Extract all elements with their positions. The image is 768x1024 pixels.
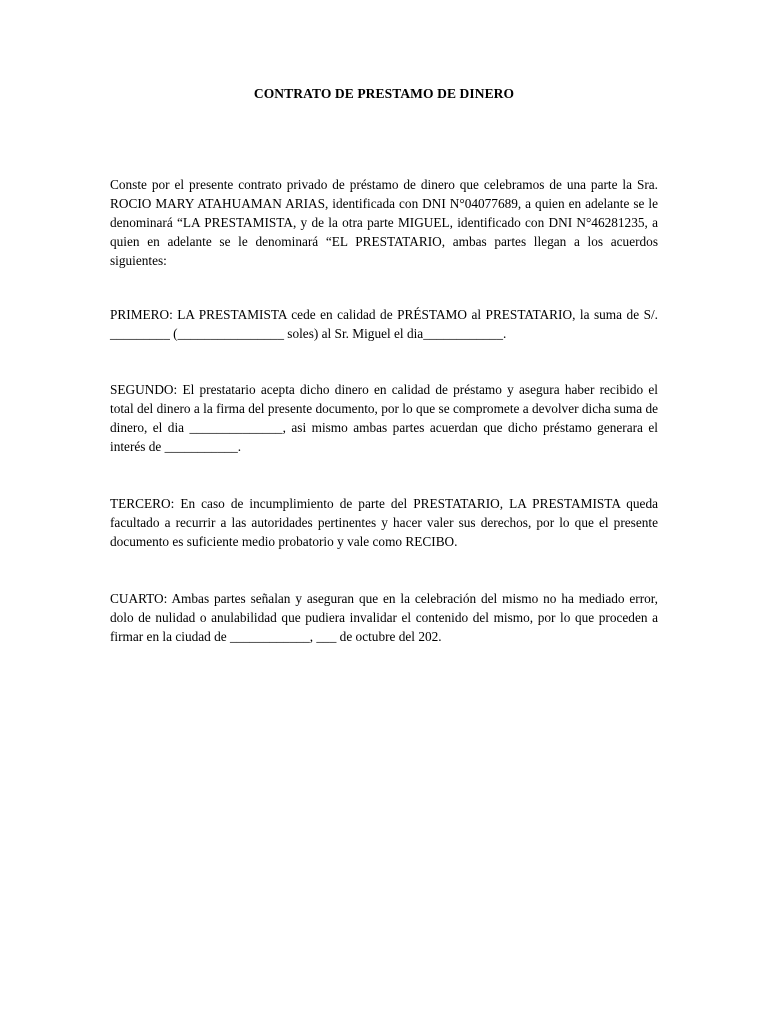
intro-paragraph: Conste por el presente contrato privado de préstamo de dinero que celebramos de una parte la Sra. ROCIO MARY ATAHUAMAN ARIAS, identificada con DNI N°04077689, a quien en adelante se le denominará “LA PRESTAMISTA, y de la otra parte MIGUEL, identificado con DNI N°46281235, a quien en adelante se le denominará “EL PRESTATARIO, ambas partes llegan a los acuerdos siguientes: [110,177,658,268]
clause-primero: PRIMERO: LA PRESTAMISTA cede en calidad de PRÉSTAMO al PRESTATARIO, la suma de S/. _________ (________________ soles) al Sr. Miguel el dia____________. [110,307,658,341]
clause-cuarto: CUARTO: Ambas partes señalan y aseguran que en la celebración del mismo no ha mediado error, dolo de nulidad o anulabilidad que pudiera invalidar el contenido del mismo, por lo que proceden a firmar en la ciudad de ____________, ___ de octubre del 202. [110,591,658,644]
document-title: CONTRATO DE PRESTAMO DE DINERO [253,86,515,101]
clause-tercero: TERCERO: En caso de incumplimiento de parte del PRESTATARIO, LA PRESTAMISTA queda facultado a recurrir a las autoridades pertinentes y hacer valer sus derechos, por lo que el presente documento es suficiente medio probatorio y vale como RECIBO. [110,496,658,549]
clause-segundo: SEGUNDO: El prestatario acepta dicho dinero en calidad de préstamo y asegura haber recibido el total del dinero a la firma del presente documento, por lo que se compromete a devolver dicha suma de dinero, el dia ______________, asi mismo ambas partes acuerdan que dicho préstamo generara el interés de ___________. [110,382,658,454]
